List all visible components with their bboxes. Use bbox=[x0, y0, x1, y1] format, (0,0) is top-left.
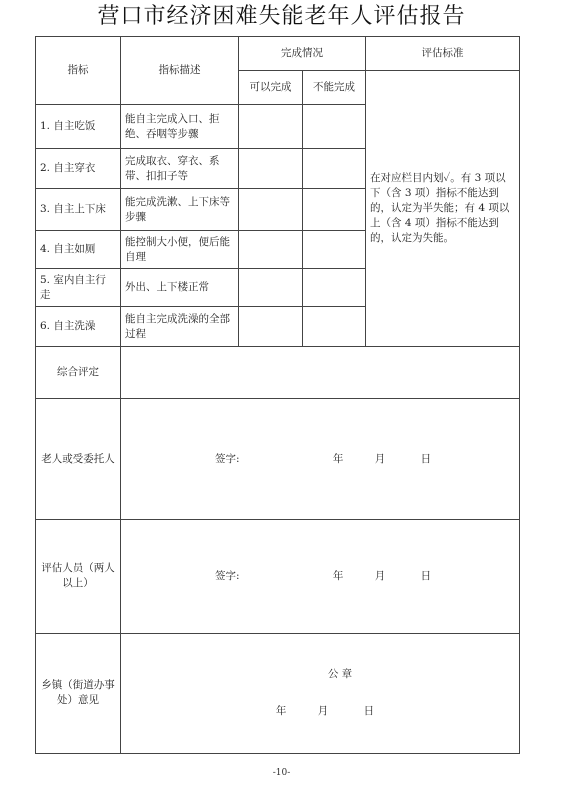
can-complete-cell[interactable] bbox=[239, 189, 303, 231]
overall-label: 综合评定 bbox=[36, 347, 121, 399]
row-description: 能控制大小便，便后能自理 bbox=[121, 231, 239, 269]
row-description: 外出、上下楼正常 bbox=[121, 269, 239, 307]
assessor-signature-cell[interactable] bbox=[121, 519, 520, 633]
assessor-sign-label: 签字: bbox=[215, 569, 240, 582]
row-indicator: 6. 自主洗澡 bbox=[36, 307, 121, 347]
elder-label: 老人或受委托人 bbox=[36, 399, 121, 519]
can-complete-cell[interactable] bbox=[239, 269, 303, 307]
row-indicator: 4. 自主如厕 bbox=[36, 231, 121, 269]
can-complete-cell[interactable] bbox=[239, 307, 303, 347]
elder-day: 日 bbox=[420, 452, 432, 465]
overall-input-cell[interactable] bbox=[121, 347, 520, 399]
row-indicator: 2. 自主穿衣 bbox=[36, 149, 121, 189]
page-number: -10- bbox=[272, 768, 291, 778]
township-month: 月 bbox=[317, 705, 329, 718]
official-seal-label: 公 章 bbox=[327, 668, 353, 681]
can-complete-cell[interactable] bbox=[239, 105, 303, 149]
township-year: 年 bbox=[275, 705, 287, 718]
cannot-complete-cell[interactable] bbox=[303, 307, 366, 347]
header-description: 指标描述 bbox=[121, 37, 239, 105]
township-label: 乡镇（街道办事处）意见 bbox=[36, 633, 121, 753]
assessor-label: 评估人员（两人以上） bbox=[36, 519, 121, 633]
row-description: 能自主完成入口、拒绝、吞咽等步骤 bbox=[121, 105, 239, 149]
cannot-complete-cell[interactable] bbox=[303, 269, 366, 307]
row-description: 能完成洗漱、上下床等步骤 bbox=[121, 189, 239, 231]
header-cannot-complete: 不能完成 bbox=[303, 71, 366, 105]
township-day: 日 bbox=[363, 705, 375, 718]
elder-month: 月 bbox=[374, 452, 386, 465]
township-opinion-cell[interactable] bbox=[121, 633, 520, 753]
header-criteria: 评估标准 bbox=[366, 37, 520, 71]
assessor-year: 年 bbox=[332, 569, 344, 582]
row-indicator: 3. 自主上下床 bbox=[36, 189, 121, 231]
assessment-form bbox=[35, 36, 520, 754]
cannot-complete-cell[interactable] bbox=[303, 105, 366, 149]
criteria-text: 在对应栏目内划✓。有 3 项以下（含 3 项）指标不能达到的，认定为半失能；有 4 项以上（含 4 项）指标不能达到的，认定为失能。 bbox=[366, 71, 520, 347]
elder-year: 年 bbox=[332, 452, 344, 465]
can-complete-cell[interactable] bbox=[239, 149, 303, 189]
elder-sign-label: 签字: bbox=[215, 452, 240, 465]
header-can-complete: 可以完成 bbox=[239, 71, 303, 105]
cannot-complete-cell[interactable] bbox=[303, 149, 366, 189]
row-indicator: 1. 自主吃饭 bbox=[36, 105, 121, 149]
cannot-complete-cell[interactable] bbox=[303, 189, 366, 231]
report-title: 营口市经济困难失能老年人评估报告 bbox=[97, 4, 466, 29]
assessor-day: 日 bbox=[420, 569, 432, 582]
row-indicator: 5. 室内自主行走 bbox=[36, 269, 121, 307]
cannot-complete-cell[interactable] bbox=[303, 231, 366, 269]
assessor-month: 月 bbox=[374, 569, 386, 582]
can-complete-cell[interactable] bbox=[239, 231, 303, 269]
header-indicator: 指标 bbox=[36, 37, 121, 105]
elder-signature-cell[interactable] bbox=[121, 399, 520, 519]
header-completion: 完成情况 bbox=[239, 37, 366, 71]
row-description: 能自主完成洗澡的全部过程 bbox=[121, 307, 239, 347]
row-description: 完成取衣、穿衣、系带、扣扣子等 bbox=[121, 149, 239, 189]
